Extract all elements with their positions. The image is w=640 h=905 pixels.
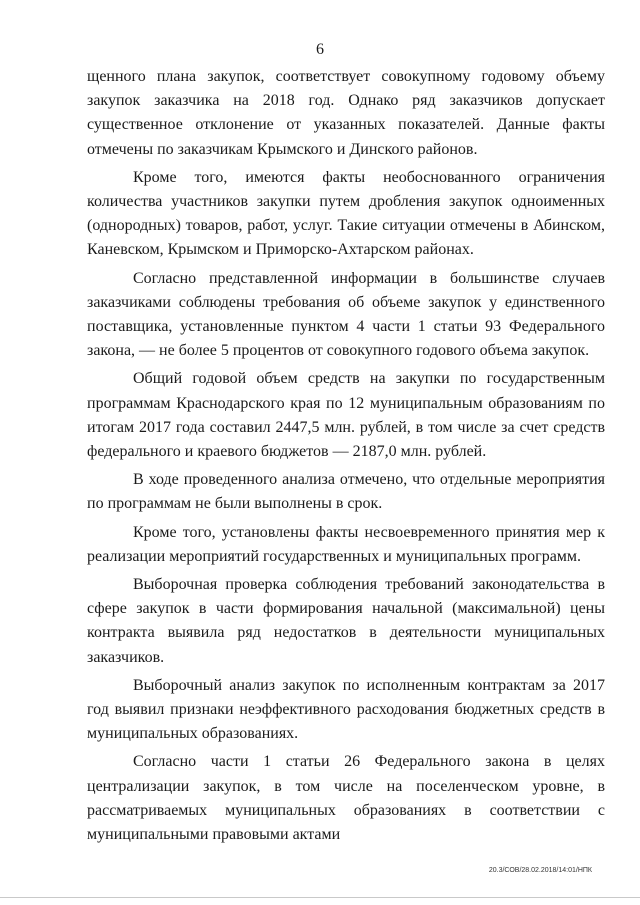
page-bottom-edge	[0, 897, 640, 898]
paragraph-9: Согласно части 1 статьи 26 Федерального закона в целях централизации закупок, в том числе на поселенческом уровне, в рассматриваемых муниципальных образованиях в соответствии с муниципальными правовыми актами	[87, 753, 605, 844]
body-text	[87, 65, 605, 847]
paragraph-8: Выборочный анализ закупок по исполненным контрактам за 2017 год выявил признаки неэффективного расходования бюджетных средств в муниципальных образованиях.	[87, 676, 605, 743]
paragraph-4: Общий годовой объем средств на закупки по государственным программам Краснодарского края по 12 муниципальным образованиям по итогам 2017 года составил 2447,5 млн. рублей, в том числе за счет средств федерального и краевого бюджетов — 2187,0 млн. рублей.	[87, 370, 605, 461]
paragraph-5: В ходе проведенного анализа отмечено, что отдельные мероприятия по программам не были выполнены в срок.	[87, 471, 605, 513]
document-footer-code: 20.3/СОВ/28.02.2018/14:01/НПК	[488, 867, 592, 874]
paragraph-7: Выборочная проверка соблюдения требований законодательства в сфере закупок в части формирования начальной (максимальной) цены контракта выявила ряд недостатков в деятельности муниципальных заказчиков.	[87, 576, 605, 666]
paragraph-2: Кроме того, имеются факты необоснованного ограничения количества участников закупки путем дробления закупок одноименных (однородных) товаров, работ, услуг. Такие ситуации отмечены в Абинском, Каневском, Крымском и Приморско-Ахтарском районах.	[87, 168, 605, 259]
paragraph-6: Кроме того, установлены факты несвоевременного принятия мер к реализации мероприятий государственных и муниципальных программ.	[87, 523, 605, 565]
paragraph-3: Согласно представленной информации в большинстве случаев заказчиками соблюдены требования об объеме закупок у единственного поставщика, установленные пунктом 4 части 1 статьи 93 Федерального закона, — не более 5 процентов от совокупного годового объема закупок.	[87, 269, 605, 360]
page-number: 6	[316, 41, 324, 58]
paragraph-1: щенного плана закупок, соответствует совокупному годовому объему закупок заказчика на 2018 год. Однако ряд заказчиков допускает существенное отклонение от указанных показателей. Данные факты отмечены по заказчикам Крымского и Динского районов.	[87, 68, 605, 158]
